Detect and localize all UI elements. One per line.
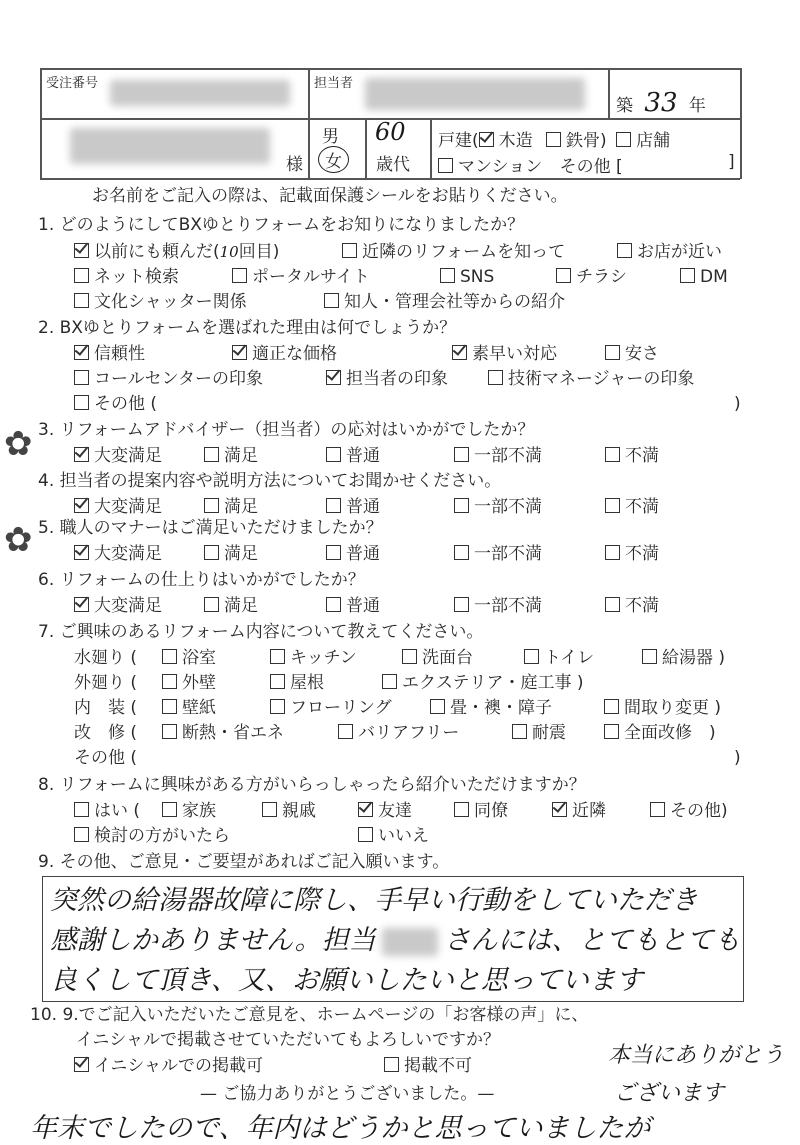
q4-unsatisfied[interactable] [605,498,620,513]
side-note-line2: ございます [614,1081,725,1106]
trust-checkbox[interactable] [74,345,89,360]
q4-normal[interactable] [326,498,341,513]
q6-title: 6. リフォームの仕上りはいかがでしたか？ [38,570,365,590]
insulation-checkbox[interactable] [162,724,177,739]
steel-checkbox[interactable] [546,132,561,147]
flower-doodle-q5: ✿ [4,520,33,560]
fast-checkbox[interactable] [452,345,467,360]
wallpaper-checkbox[interactable] [162,699,177,714]
cheap-checkbox[interactable] [605,345,620,360]
no-checkbox[interactable] [358,827,373,842]
q3-normal[interactable] [326,447,341,462]
prev-checkbox[interactable] [74,243,89,258]
relative-checkbox[interactable] [262,802,277,817]
q3-satisfied[interactable] [204,447,219,462]
customer-suffix: 様 [286,155,303,175]
bath-checkbox[interactable] [162,649,177,664]
q8-other-checkbox[interactable] [650,802,665,817]
building-age: 築 33 年 [616,88,706,118]
order-no-label: 受注番号 [46,76,99,91]
q10-title: 10. 9.でご記入いただいたご意見を、ホームページの「お客様の声」に、 [30,1005,589,1025]
q2-title: 2. BXゆとりフォームを選ばれた理由は何でしょうか？ [38,318,457,338]
house-type-row2: マンション その他 [ ] [438,152,623,177]
q6-unsatisfied[interactable] [605,597,620,612]
dm-checkbox[interactable] [680,268,695,283]
q5-very-satisfied[interactable] [74,545,89,560]
neighbor-checkbox[interactable] [552,802,567,817]
washbasin-checkbox[interactable] [402,649,417,664]
toilet-checkbox[interactable] [524,649,539,664]
q5-title: 5. 職人のマナーはご満足いただけましたか？ [38,518,383,538]
side-note-line1: 本当にありがとう [608,1043,785,1068]
colleague-checkbox[interactable] [454,802,469,817]
flooring-checkbox[interactable] [270,699,285,714]
age-handwritten: 60 [375,118,406,146]
staff-label: 担当者 [314,76,354,91]
neighbor-reform-checkbox[interactable] [342,243,357,258]
q5-normal[interactable] [326,545,341,560]
family-checkbox[interactable] [162,802,177,817]
portal-checkbox[interactable] [232,268,247,283]
friend-checkbox[interactable] [358,802,373,817]
layout-change-checkbox[interactable] [604,699,619,714]
q9-title: 9. その他、ご意見・ご要望があればご記入願います。 [38,852,450,872]
q10-title2: イニシャルで掲載させていただいてもよろしいですか？ [76,1030,500,1050]
q3-title: 3. リフォームアドバイザー（担当者）の応対はいかがでしたか？ [38,420,535,440]
shutter-checkbox[interactable] [74,293,89,308]
seismic-checkbox[interactable] [512,724,527,739]
q5-satisfied[interactable] [204,545,219,560]
initial-ok-checkbox[interactable] [74,1057,89,1072]
redacted-order-no [110,80,290,106]
considering-checkbox[interactable] [74,827,89,842]
flyer-checkbox[interactable] [556,268,571,283]
barrier-free-checkbox[interactable] [338,724,353,739]
comment-line1: 突然の給湯器故障に際し、手早い行動をしていただき [50,885,698,916]
roof-checkbox[interactable] [270,674,285,689]
flower-doodle-q3: ✿ [4,424,33,464]
q1-title: 1. どのようにしてBXゆとりフォームをお知りになりましたか？ [38,215,525,235]
house-type-row1: 戸建( 木造 鉄骨) 店舗 [438,131,671,151]
redacted-staff-name [365,78,585,110]
comment-line2: 感謝しかありません。担当 さんには、とてもとても [50,925,741,956]
thanks-text: — ご協力ありがとうございました。— [200,1084,495,1104]
q4-very-satisfied[interactable] [74,498,89,513]
yes-checkbox[interactable] [74,802,89,817]
gender-female-circled: 女 [318,146,349,173]
q3-very-satisfied[interactable] [74,447,89,462]
q2-other-checkbox[interactable] [74,395,89,410]
q3-unsatisfied[interactable] [605,447,620,462]
tech-manager-checkbox[interactable] [488,370,503,385]
q6-very-satisfied[interactable] [74,597,89,612]
q4-satisfied[interactable] [204,498,219,513]
sns-checkbox[interactable] [440,268,455,283]
redacted-customer-name [70,128,270,164]
exterior-work-checkbox[interactable] [382,674,397,689]
q5-unsatisfied[interactable] [605,545,620,560]
q6-normal[interactable] [326,597,341,612]
mansion-checkbox[interactable] [438,158,453,173]
wood-checkbox[interactable] [479,132,494,147]
building-years-handwritten: 33 [644,88,678,118]
q6-satisfied[interactable] [204,597,219,612]
q7-title: 7. ご興味のあるリフォーム内容について教えてください。 [38,622,484,642]
no-publish-checkbox[interactable] [384,1057,399,1072]
full-renovation-checkbox[interactable] [604,724,619,739]
q8-title: 8. リフォームに興味がある方がいらっしゃったら紹介いただけますか？ [38,775,586,795]
q5-partly-unsatisfied[interactable] [454,545,469,560]
tatami-checkbox[interactable] [430,699,445,714]
comment-line3: 良くして頂き、又、お願いしたいと思っています [50,965,643,996]
net-search-checkbox[interactable] [74,268,89,283]
outer-wall-checkbox[interactable] [162,674,177,689]
q4-partly-unsatisfied[interactable] [454,498,469,513]
staff-impression-checkbox[interactable] [326,370,341,385]
age-suffix: 歳代 [376,155,410,175]
intro-text: お名前をご記入の際は、記載面保護シールをお貼りください。 [92,186,568,206]
kitchen-checkbox[interactable] [270,649,285,664]
gender-male: 男 [322,127,339,147]
referral-checkbox[interactable] [324,293,339,308]
bottom-note: 年末でしたので、年内はどうかと思っていましたが [30,1113,651,1144]
redacted-staff-name-2 [382,928,438,956]
q3-partly-unsatisfied[interactable] [454,447,469,462]
price-checkbox[interactable] [232,345,247,360]
q4-title: 4. 担当者の提案内容や説明方法についてお聞かせください。 [38,471,502,491]
water-heater-checkbox[interactable] [642,649,657,664]
q6-partly-unsatisfied[interactable] [454,597,469,612]
shop-near-checkbox[interactable] [617,243,632,258]
callcenter-checkbox[interactable] [74,370,89,385]
shop-checkbox[interactable] [616,132,631,147]
